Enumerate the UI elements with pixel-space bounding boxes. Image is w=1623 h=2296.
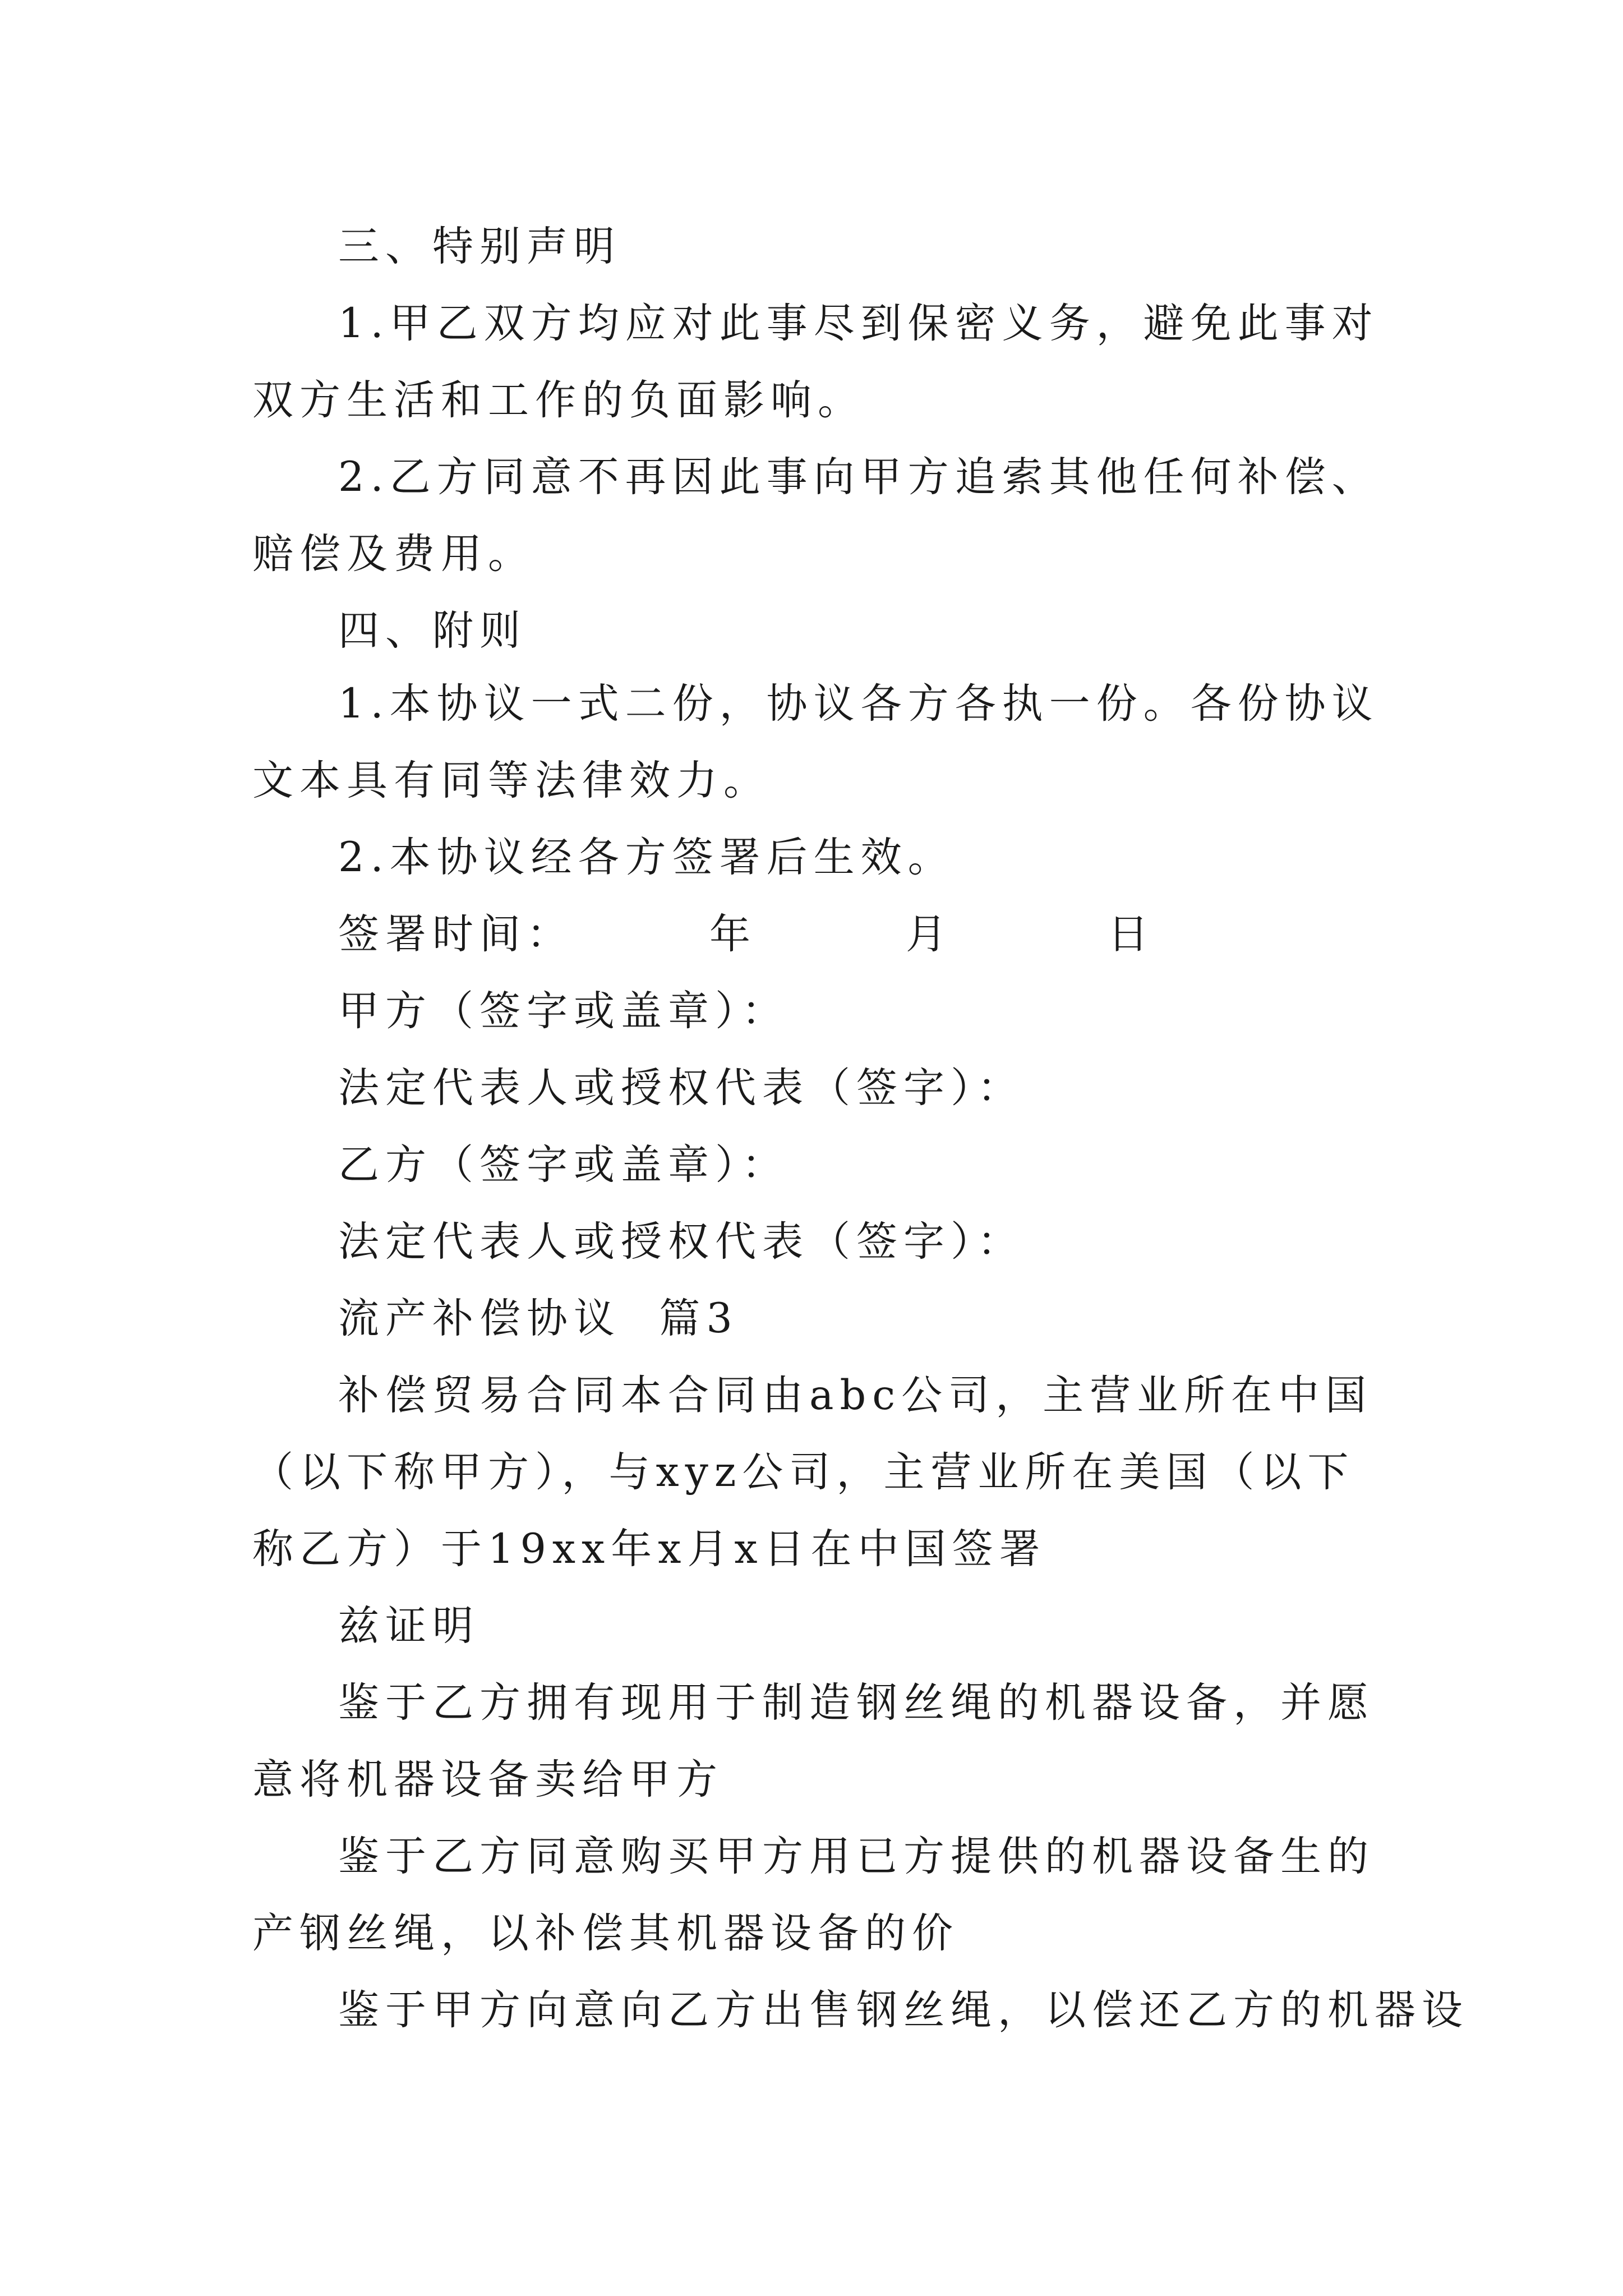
witness-line: 兹证明 [338, 1602, 479, 1650]
party-b-representative-line: 法定代表人或授权代表（签字）： [338, 1218, 1025, 1266]
whereas-clause-2: 鉴于乙方同意购买甲方用已方提供的机器设备生的产钢丝绳，以补偿其机器设备的价 [252, 1833, 1375, 1957]
year-label: 年 [709, 910, 757, 958]
contract-intro: 补偿贸易合同本合同由abc公司，主营业所在中国（以下称甲方），与xyz公司，主营业所在美国（以下称乙方）于19xx年x月x日在中国签署 [252, 1372, 1373, 1573]
section-4-heading: 四、附则 [338, 607, 527, 655]
party-a-representative-line: 法定代表人或授权代表（签字）： [338, 1064, 1025, 1112]
whereas-clause-3: 鉴于甲方向意向乙方出售钢丝绳，以偿还乙方的机器设 [338, 1986, 1469, 2034]
section-4-item-2: 2.本协议经各方签署后生效。 [338, 834, 955, 881]
party-b-signature-line: 乙方（签字或盖章）： [338, 1141, 789, 1189]
party-a-signature-line: 甲方（签字或盖章）： [338, 987, 789, 1035]
article-title: 流产补偿协议 篇3 [338, 1295, 739, 1342]
section-4-item-1: 1.本协议一式二份，协议各方各执一份。各份协议文本具有同等法律效力。 [252, 680, 1379, 804]
section-3-heading: 三、特别声明 [338, 223, 621, 270]
section-3-item-2: 2.乙方同意不再因此事向甲方追索其他任何补偿、赔偿及费用。 [252, 453, 1379, 578]
section-3-item-1: 1.甲乙双方均应对此事尽到保密义务，避免此事对双方生活和工作的负面影响。 [252, 300, 1379, 424]
whereas-clause-1: 鉴于乙方拥有现用于制造钢丝绳的机器设备，并愿意将机器设备卖给甲方 [252, 1679, 1375, 1803]
signing-time-label: 签署时间： [338, 910, 574, 958]
day-label: 日 [1108, 910, 1155, 958]
month-label: 月 [906, 910, 953, 958]
